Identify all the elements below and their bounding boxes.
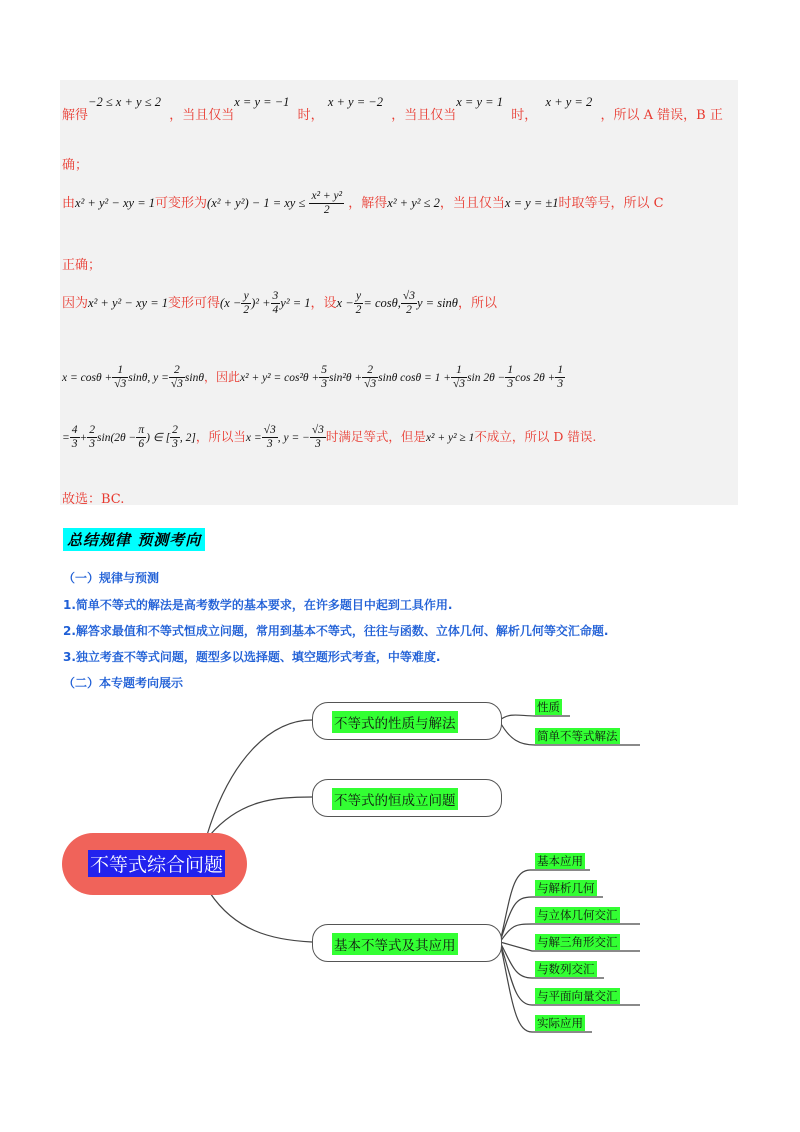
mindmap-root (62, 833, 247, 895)
math: + (79, 432, 88, 444)
math: sinθ (184, 372, 204, 384)
fraction: $\frac{y}{2}$ (355, 290, 362, 316)
connector-root-branch3 (210, 893, 312, 942)
text: ，设 (310, 296, 337, 311)
fraction: $\frac{2}{3}$ (172, 424, 178, 450)
math: x² + y² − xy = 1 (75, 196, 156, 210)
fraction: $\frac{4}{3}$ (71, 424, 78, 450)
text: ，因此 (204, 370, 241, 384)
leaf-sequence: 与数列交汇 (537, 962, 595, 976)
text: ，解得 (348, 196, 388, 211)
math: y = sinθ (416, 296, 458, 310)
leaf-plane-vector: 与平面向量交汇 (537, 989, 618, 1003)
branch-properties-solutions (312, 702, 502, 740)
math: x² + y² = cos²θ + (240, 372, 320, 384)
branch-always-holds (312, 779, 502, 817)
fraction: $\frac{1}{√3}$ (114, 364, 127, 390)
branch-basic-inequality (312, 924, 502, 962)
text: ，当且仅当 (439, 196, 505, 211)
fraction: $\frac{3}{4}$ (272, 290, 279, 316)
leaf-triangle: 与解三角形交汇 (537, 935, 618, 949)
text: 因为 (62, 296, 89, 311)
leaf-simple-solving: 简单不等式解法 (537, 729, 618, 743)
text: ，所以当 (195, 429, 246, 444)
math: )² + (251, 296, 271, 310)
math: sinθ cosθ = 1 + (378, 372, 451, 384)
math: = cosθ, (363, 296, 401, 310)
math: ) ∈ [ (146, 432, 171, 444)
leaf-solid-geometry: 与立体几何交汇 (537, 908, 618, 922)
fraction: $\frac{1}{3}$ (507, 364, 514, 390)
math: x = y = −1 (234, 95, 290, 109)
text: ，所以 (457, 296, 497, 311)
math: , 2] (179, 432, 196, 444)
text: 时取等号，所以 C (558, 196, 664, 211)
math: x² + y² ≥ 1 (425, 432, 475, 444)
fraction: $\frac{√3}{2}$ (402, 290, 415, 316)
fraction: $\frac{2}{√3}$ (170, 364, 183, 390)
fraction: $\frac{√3}{3}$ (263, 424, 276, 450)
rule-item-1: 1.简单不等式的解法是高考数学的基本要求，在许多题目中起到工具作用. (63, 598, 453, 612)
text: 时满足等式，但是 (325, 429, 426, 444)
text: 可变形为 (155, 196, 208, 211)
math: x² + y² ≤ 2 (387, 196, 440, 210)
connector-root-branch1 (207, 720, 312, 835)
math: −2 ≤ x + y ≤ 2 (88, 95, 161, 109)
text: 时， (297, 108, 324, 123)
root-label: 不等式综合问题 (88, 850, 225, 877)
subheading-rules: （一）规律与预测 (63, 571, 160, 585)
math: sin(2θ − (97, 432, 137, 444)
leaf-practical: 实际应用 (537, 1016, 583, 1030)
math: x − (336, 296, 354, 310)
branch-label: 不等式的恒成立问题 (332, 788, 458, 810)
math: (x² + y²) − 1 = xy ≤ (207, 196, 306, 210)
fraction: $\frac{5}{3}$ (321, 364, 327, 390)
text: 由 (62, 196, 76, 211)
math: sin 2θ − (467, 372, 506, 384)
fraction: $\frac{2}{3}$ (89, 424, 96, 450)
text: ，当且仅当 (391, 108, 457, 123)
math: x = (245, 432, 262, 444)
math: x + y = 2 (545, 95, 593, 109)
fraction: $\frac{1}{√3}$ (453, 364, 466, 390)
text: 时， (511, 108, 538, 123)
section-heading: 总结规律 预测考向 (63, 528, 205, 551)
math: y² = 1 (280, 296, 311, 310)
math: , y = − (277, 432, 310, 444)
rule-item-2: 2.解答求最值和不等式恒成立问题，常用到基本不等式，往往与函数、立体几何、解析几何等交汇命题. (63, 624, 609, 638)
solution-answer: 故选：BC. (62, 492, 125, 507)
math: = (62, 432, 70, 444)
branch-label: 不等式的性质与解法 (332, 711, 458, 733)
text: 不成立，所以 D 错误. (474, 429, 597, 444)
fraction: $\frac{√3}{3}$ (311, 424, 324, 450)
math: x = y = 1 (456, 95, 503, 109)
math: cos 2θ + (515, 372, 556, 384)
text: 变形可得 (168, 296, 221, 311)
connector-branch1-leaves (500, 715, 570, 720)
leaf-analytic-geometry: 与解析几何 (537, 881, 595, 895)
math: x² + y² − xy = 1 (88, 296, 169, 310)
branch-label: 基本不等式及其应用 (332, 933, 458, 955)
leaf-properties: 性质 (537, 700, 560, 714)
rule-item-3: 3.独立考查不等式问题，题型多以选择题、填空题形式考查，中等难度. (63, 650, 441, 664)
text: 解得 (62, 108, 89, 123)
math: x = y = ±1 (504, 196, 559, 210)
fraction: $\frac{\text{x² + y²}}{2}$ (311, 190, 343, 216)
math: x = cosθ + (62, 372, 113, 384)
math: sinθ, y = (128, 372, 169, 384)
solution-line-2: 确； (62, 158, 89, 173)
connector-root-branch2 (210, 797, 312, 835)
math: sin²θ + (328, 372, 363, 384)
leaf-basic-application: 基本应用 (537, 854, 583, 868)
fraction: $\frac{1}{3}$ (557, 364, 564, 390)
text: ，当且仅当 (169, 108, 235, 123)
fraction: $\frac{y}{2}$ (243, 290, 250, 316)
fraction: $\frac{\pi}{6}$ (138, 424, 145, 450)
math: (x − (220, 296, 242, 310)
solution-line-4: 正确； (62, 258, 102, 273)
text: ，所以 A 错误，B 正 (600, 108, 723, 123)
math: x + y = −2 (327, 95, 383, 109)
subheading-mindmap: （二）本专题考向展示 (63, 676, 184, 690)
fraction: $\frac{2}{√3}$ (364, 364, 377, 390)
